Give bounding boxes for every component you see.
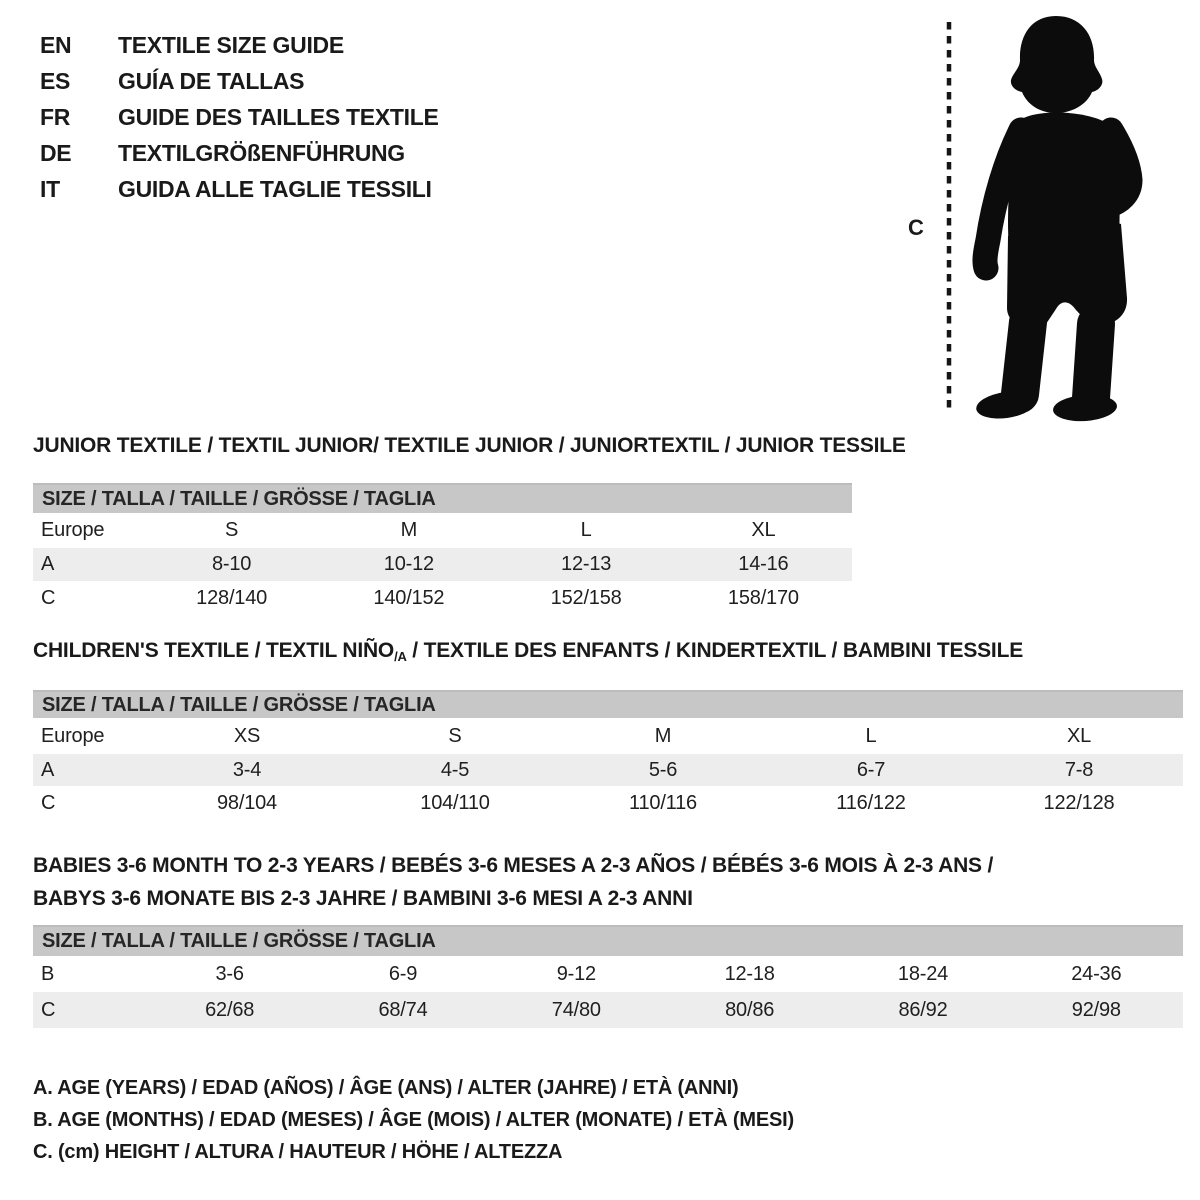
legend-age-months: B. AGE (MONTHS) / EDAD (MESES) / ÂGE (MOIS) / ALTER (MONATE) / ETÀ (MESI) [33, 1109, 794, 1131]
height-cell: 110/116 [629, 791, 697, 814]
age-cell: 14-16 [738, 553, 789, 575]
children-title-text: CHILDREN'S TEXTILE / TEXTIL NIÑO [33, 639, 395, 662]
babies-size-table [33, 925, 1183, 1028]
size-cell: XS [233, 724, 261, 747]
age-cell: 5-6 [648, 758, 678, 781]
age-cell: 3-4 [232, 758, 262, 781]
language-list [40, 27, 439, 207]
table-row-age [33, 548, 852, 581]
size-cell: M [654, 724, 672, 747]
months-cell: 3-6 [215, 962, 244, 985]
children-section-title [33, 639, 1023, 664]
height-cell: 128/140 [196, 587, 268, 609]
height-cell: 92/98 [1071, 998, 1121, 1021]
legend-age-years: A. AGE (YEARS) / EDAD (AÑOS) / ÂGE (ANS) / ALTER (JAHRE) / ETÀ (ANNI) [33, 1077, 739, 1099]
height-cell: 62/68 [205, 998, 255, 1021]
age-cell: 12-13 [561, 553, 612, 575]
language-row-fr [40, 99, 439, 135]
height-cell: 80/86 [725, 998, 775, 1021]
size-cell: L [865, 724, 877, 747]
babies-section-title [33, 849, 1173, 915]
size-header-text: SIZE / TALLA / TAILLE / GRÖSSE / TAGLIA [42, 487, 436, 510]
height-cell: 98/104 [217, 791, 277, 814]
language-row-it [40, 171, 439, 207]
language-title: TEXTILE SIZE GUIDE [118, 31, 344, 58]
table-row-months [33, 956, 1183, 992]
size-header-band [33, 483, 852, 513]
age-cell: 6-7 [856, 758, 886, 781]
age-cell: 8-10 [212, 553, 252, 575]
height-cell: 158/170 [727, 587, 799, 609]
age-cell: 4-5 [440, 758, 470, 781]
babies-title-line2: BABYS 3-6 MONATE BIS 2-3 JAHRE / BAMBINI 3-6 MESI A 2-3 ANNI [33, 887, 693, 910]
measurement-legend [33, 1072, 794, 1168]
height-cell: 86/92 [898, 998, 948, 1021]
children-title-subscript: /A [394, 649, 407, 664]
language-code: EN [40, 31, 72, 58]
months-cell: 18-24 [897, 962, 949, 985]
size-cell: XL [751, 519, 776, 541]
table-row-height [33, 581, 852, 616]
language-title: TEXTILGRÖßENFÜHRUNG [118, 139, 405, 166]
height-cell: 140/152 [373, 587, 445, 609]
size-header-band [33, 690, 1183, 718]
legend-height-cm: C. (cm) HEIGHT / ALTURA / HAUTEUR / HÖHE / ALTEZZA [33, 1141, 563, 1163]
table-row-age [33, 754, 1183, 786]
language-title: GUÍA DE TALLAS [118, 67, 305, 94]
height-cell: 74/80 [551, 998, 601, 1021]
size-header-text: SIZE / TALLA / TAILLE / GRÖSSE / TAGLIA [42, 693, 436, 716]
row-label: C [41, 998, 56, 1021]
height-cell: 122/128 [1043, 791, 1115, 814]
size-cell: S [448, 724, 462, 747]
months-cell: 9-12 [556, 962, 596, 985]
row-label: C [41, 791, 56, 814]
table-row-europe [33, 718, 1183, 754]
language-code: DE [40, 139, 72, 166]
age-cell: 7-8 [1064, 758, 1094, 781]
age-cell: 10-12 [383, 553, 434, 575]
size-cell: L [580, 519, 592, 541]
row-label: Europe [41, 519, 105, 541]
language-code: IT [40, 175, 60, 202]
size-cell: S [225, 519, 239, 541]
row-label: A [41, 758, 55, 781]
table-row-europe [33, 513, 852, 548]
height-cell: 68/74 [378, 998, 428, 1021]
months-cell: 6-9 [388, 962, 418, 985]
months-cell: 12-18 [724, 962, 775, 985]
height-cell: 152/158 [550, 587, 622, 609]
table-row-height [33, 786, 1183, 820]
toddler-silhouette-figure [938, 8, 1160, 422]
language-row-de [40, 135, 439, 171]
language-title: GUIDE DES TAILLES TEXTILE [118, 103, 439, 130]
row-label: A [41, 553, 55, 575]
language-code: FR [40, 103, 71, 130]
junior-section-title: JUNIOR TEXTILE / TEXTIL JUNIOR/ TEXTILE JUNIOR / JUNIORTEXTIL / JUNIOR TESSILE [33, 434, 906, 457]
size-header-band [33, 925, 1183, 956]
toddler-silhouette-icon [974, 16, 1130, 422]
size-cell: XL [1066, 724, 1092, 747]
language-row-en [40, 27, 439, 63]
row-label: C [41, 587, 56, 609]
children-size-table [33, 690, 1183, 820]
height-measure-label: C [908, 215, 924, 240]
language-code: ES [40, 67, 71, 94]
row-label: Europe [41, 724, 105, 747]
language-row-es [40, 63, 439, 99]
junior-size-table [33, 483, 852, 616]
children-title-text: / TEXTILE DES ENFANTS / KINDERTEXTIL / BAMBINI TESSILE [406, 639, 1024, 662]
size-header-text: SIZE / TALLA / TAILLE / GRÖSSE / TAGLIA [42, 930, 436, 952]
table-row-height [33, 992, 1183, 1028]
height-cell: 104/110 [420, 791, 490, 814]
size-cell: M [400, 519, 418, 541]
height-cell: 116/122 [836, 791, 906, 814]
months-cell: 24-36 [1071, 962, 1122, 985]
language-title: GUIDA ALLE TAGLIE TESSILI [118, 175, 432, 202]
babies-title-line1: BABIES 3-6 MONTH TO 2-3 YEARS / BEBÉS 3-6 MESES A 2-3 AÑOS / BÉBÉS 3-6 MOIS À 2-3 ANS / [33, 854, 994, 877]
row-label: B [41, 962, 55, 985]
